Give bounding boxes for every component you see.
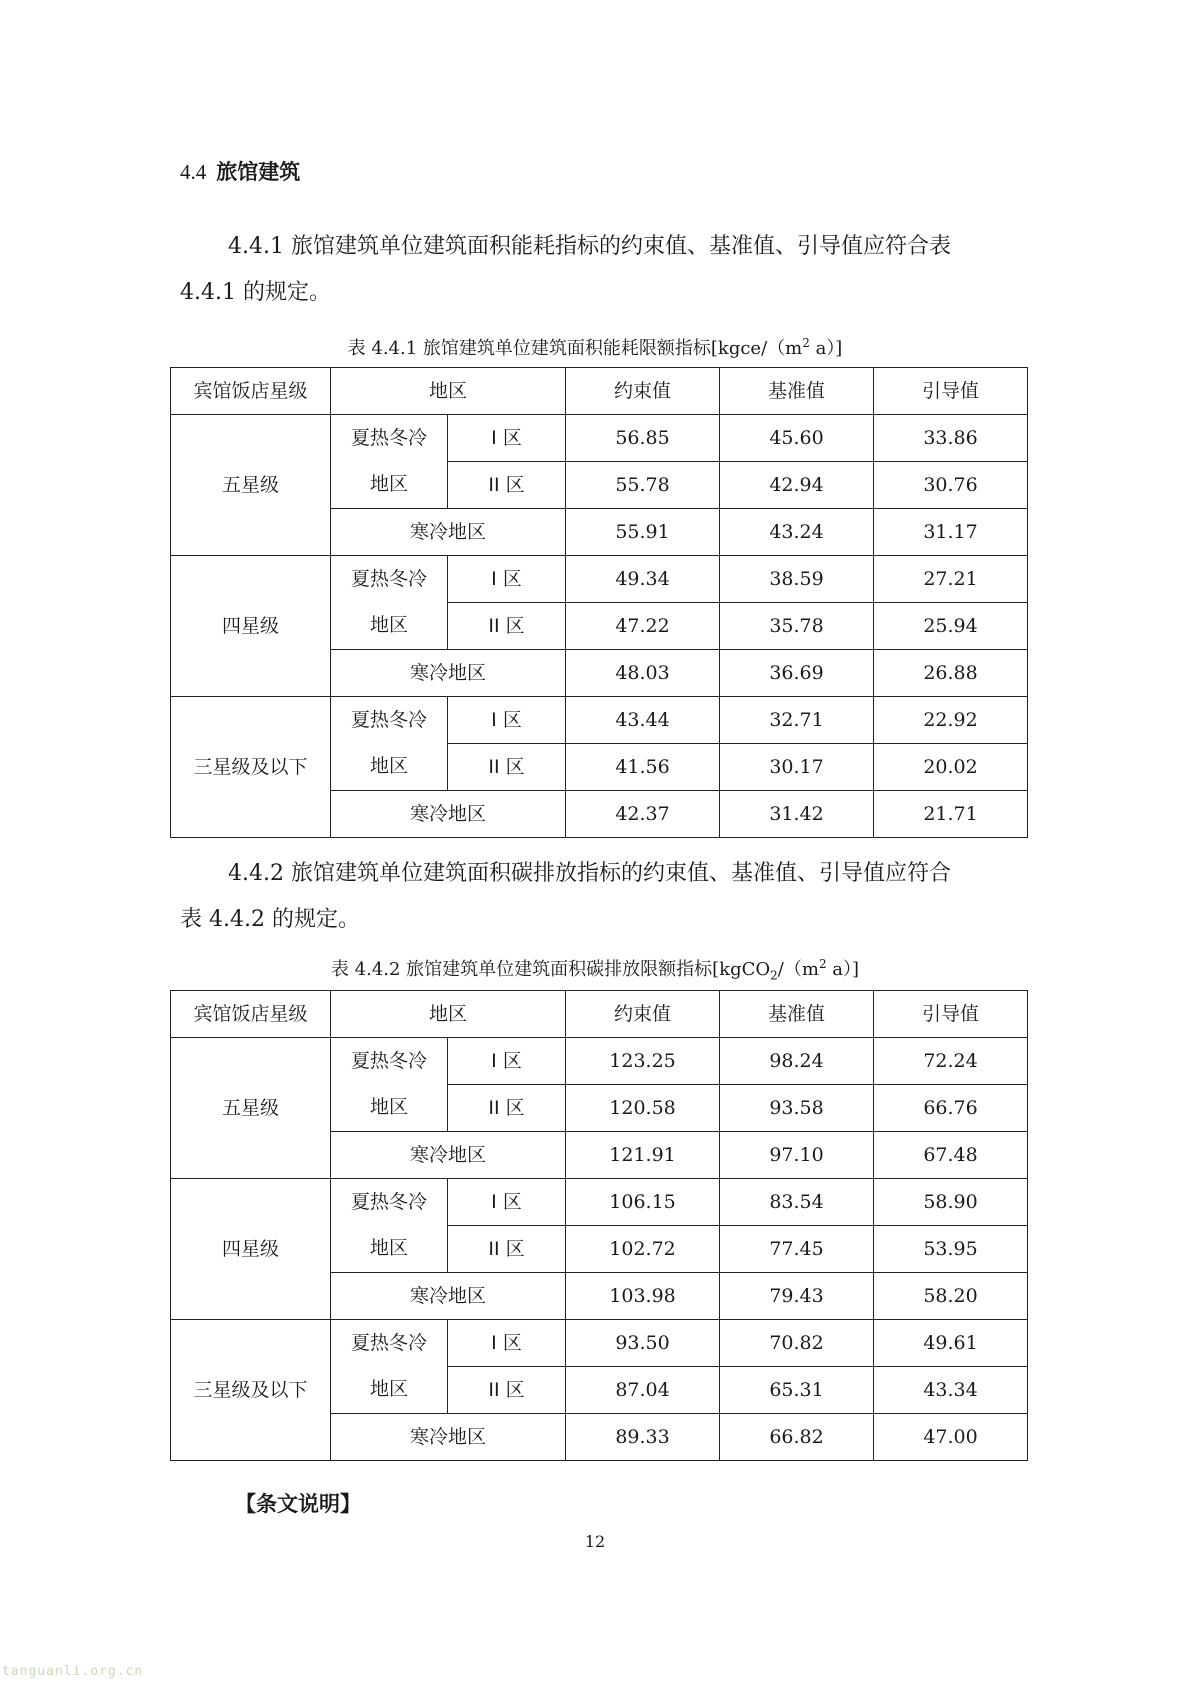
zone-cell: II 区 (448, 462, 566, 509)
guide-value-cell: 30.76 (874, 462, 1028, 509)
guide-value-cell: 20.02 (874, 744, 1028, 791)
benchmark-value-cell: 31.42 (720, 791, 874, 838)
table-4-4-1 (170, 367, 1028, 838)
constraint-value-cell: 87.04 (566, 1367, 720, 1414)
guide-value-cell: 58.20 (874, 1273, 1028, 1320)
guide-value-cell: 26.88 (874, 650, 1028, 697)
header-star-level: 宾馆饭店星级 (171, 991, 331, 1038)
zone-cell: 寒冷地区 (331, 1414, 566, 1461)
region-cell: 夏热冬冷 (331, 1320, 448, 1367)
caption-text: 表 4.4.1 旅馆建筑单位建筑面积能耗限额指标[kgce/（m (347, 338, 803, 359)
benchmark-value-cell: 35.78 (720, 603, 874, 650)
guide-value-cell: 31.17 (874, 509, 1028, 556)
constraint-value-cell: 42.37 (566, 791, 720, 838)
zone-cell: I 区 (448, 415, 566, 462)
constraint-value-cell: 47.22 (566, 603, 720, 650)
table-row (171, 1320, 1028, 1367)
zone-cell: I 区 (448, 1320, 566, 1367)
zone-cell: II 区 (448, 1226, 566, 1273)
benchmark-value-cell: 66.82 (720, 1414, 874, 1461)
constraint-value-cell: 103.98 (566, 1273, 720, 1320)
constraint-value-cell: 48.03 (566, 650, 720, 697)
zone-cell: I 区 (448, 1038, 566, 1085)
caption-sup: 2 (802, 336, 810, 350)
header-row (171, 991, 1028, 1038)
benchmark-value-cell: 98.24 (720, 1038, 874, 1085)
guide-value-cell: 43.34 (874, 1367, 1028, 1414)
caption-sup: 2 (818, 957, 827, 971)
zone-cell: 寒冷地区 (331, 509, 566, 556)
zone-cell: 寒冷地区 (331, 1132, 566, 1179)
table-4-4-2 (170, 990, 1028, 1461)
region-cell: 夏热冬冷 (331, 697, 448, 744)
benchmark-value-cell: 77.45 (720, 1226, 874, 1273)
star-level-cell: 三星级及以下 (171, 697, 331, 838)
zone-cell: 寒冷地区 (331, 791, 566, 838)
guide-value-cell: 67.48 (874, 1132, 1028, 1179)
benchmark-value-cell: 45.60 (720, 415, 874, 462)
note-heading: 【条文说明】 (235, 1492, 361, 1516)
caption-text: 表 4.4.2 旅馆建筑单位建筑面积碳排放限额指标[kgCO (330, 959, 771, 980)
header-benchmark-value: 基准值 (720, 368, 874, 415)
header-benchmark-value: 基准值 (720, 991, 874, 1038)
table-row (171, 1038, 1028, 1085)
guide-value-cell: 72.24 (874, 1038, 1028, 1085)
zone-cell: 寒冷地区 (331, 650, 566, 697)
star-level-cell: 五星级 (171, 415, 331, 556)
region-cell: 地区 (331, 462, 448, 509)
benchmark-value-cell: 79.43 (720, 1273, 874, 1320)
clause-4-4-2-tail: 表 4.4.2 的规定。 (180, 907, 360, 932)
region-cell: 地区 (331, 744, 448, 791)
table-row (171, 415, 1028, 462)
region-cell: 夏热冬冷 (331, 1038, 448, 1085)
table-4-4-2-caption (0, 955, 1190, 983)
constraint-value-cell: 56.85 (566, 415, 720, 462)
star-level-cell: 三星级及以下 (171, 1320, 331, 1461)
region-cell: 地区 (331, 1085, 448, 1132)
header-constraint-value: 约束值 (566, 991, 720, 1038)
header-row (171, 368, 1028, 415)
constraint-value-cell: 93.50 (566, 1320, 720, 1367)
constraint-value-cell: 102.72 (566, 1226, 720, 1273)
caption-sub: 2 (770, 968, 778, 983)
star-level-cell: 四星级 (171, 1179, 331, 1320)
header-star-level: 宾馆饭店星级 (171, 368, 331, 415)
zone-cell: II 区 (448, 1367, 566, 1414)
constraint-value-cell: 55.78 (566, 462, 720, 509)
table-row (171, 556, 1028, 603)
constraint-value-cell: 89.33 (566, 1414, 720, 1461)
benchmark-value-cell: 70.82 (720, 1320, 874, 1367)
zone-cell: I 区 (448, 1179, 566, 1226)
section-number: 4.4 (180, 160, 207, 184)
zone-cell: I 区 (448, 697, 566, 744)
region-cell: 夏热冬冷 (331, 415, 448, 462)
benchmark-value-cell: 36.69 (720, 650, 874, 697)
benchmark-value-cell: 38.59 (720, 556, 874, 603)
table-row (171, 1179, 1028, 1226)
constraint-value-cell: 49.34 (566, 556, 720, 603)
benchmark-value-cell: 97.10 (720, 1132, 874, 1179)
header-region: 地区 (331, 368, 566, 415)
header-guide-value: 引导值 (874, 368, 1028, 415)
benchmark-value-cell: 30.17 (720, 744, 874, 791)
guide-value-cell: 22.92 (874, 697, 1028, 744)
benchmark-value-cell: 93.58 (720, 1085, 874, 1132)
region-cell: 夏热冬冷 (331, 1179, 448, 1226)
zone-cell: I 区 (448, 556, 566, 603)
table-row (171, 697, 1028, 744)
guide-value-cell: 47.00 (874, 1414, 1028, 1461)
caption-text-end: a）] (826, 959, 860, 980)
watermark: tanguanli.org.cn (2, 1664, 144, 1679)
constraint-value-cell: 55.91 (566, 509, 720, 556)
region-cell: 地区 (331, 603, 448, 650)
guide-value-cell: 21.71 (874, 791, 1028, 838)
benchmark-value-cell: 65.31 (720, 1367, 874, 1414)
constraint-value-cell: 121.91 (566, 1132, 720, 1179)
zone-cell: II 区 (448, 603, 566, 650)
benchmark-value-cell: 32.71 (720, 697, 874, 744)
star-level-cell: 五星级 (171, 1038, 331, 1179)
guide-value-cell: 49.61 (874, 1320, 1028, 1367)
region-cell: 夏热冬冷 (331, 556, 448, 603)
constraint-value-cell: 106.15 (566, 1179, 720, 1226)
caption-text-mid: /（m (777, 959, 819, 980)
clause-4-4-1 (180, 224, 1020, 316)
header-region: 地区 (331, 991, 566, 1038)
region-cell: 地区 (331, 1367, 448, 1414)
constraint-value-cell: 123.25 (566, 1038, 720, 1085)
caption-text-end: a）] (809, 338, 843, 359)
guide-value-cell: 27.21 (874, 556, 1028, 603)
guide-value-cell: 33.86 (874, 415, 1028, 462)
table-4-4-1-caption (0, 334, 1190, 360)
clause-4-4-2-lead: 4.4.2 旅馆建筑单位建筑面积碳排放指标的约束值、基准值、引导值应符合 (228, 861, 951, 886)
benchmark-value-cell: 42.94 (720, 462, 874, 509)
clause-4-4-1-tail: 4.4.1 的规定。 (180, 280, 331, 305)
clause-4-4-1-lead: 4.4.1 旅馆建筑单位建筑面积能耗指标的约束值、基准值、引导值应符合表 (228, 234, 951, 259)
star-level-cell: 四星级 (171, 556, 331, 697)
guide-value-cell: 25.94 (874, 603, 1028, 650)
zone-cell: II 区 (448, 1085, 566, 1132)
region-cell: 地区 (331, 1226, 448, 1273)
clause-4-4-2 (180, 851, 1020, 943)
constraint-value-cell: 43.44 (566, 697, 720, 744)
constraint-value-cell: 120.58 (566, 1085, 720, 1132)
guide-value-cell: 58.90 (874, 1179, 1028, 1226)
benchmark-value-cell: 43.24 (720, 509, 874, 556)
benchmark-value-cell: 83.54 (720, 1179, 874, 1226)
zone-cell: 寒冷地区 (331, 1273, 566, 1320)
guide-value-cell: 53.95 (874, 1226, 1028, 1273)
header-constraint-value: 约束值 (566, 368, 720, 415)
header-guide-value: 引导值 (874, 991, 1028, 1038)
page-number: 12 (584, 1532, 606, 1551)
guide-value-cell: 66.76 (874, 1085, 1028, 1132)
constraint-value-cell: 41.56 (566, 744, 720, 791)
zone-cell: II 区 (448, 744, 566, 791)
section-heading (180, 156, 300, 186)
section-title: 旅馆建筑 (216, 160, 301, 184)
